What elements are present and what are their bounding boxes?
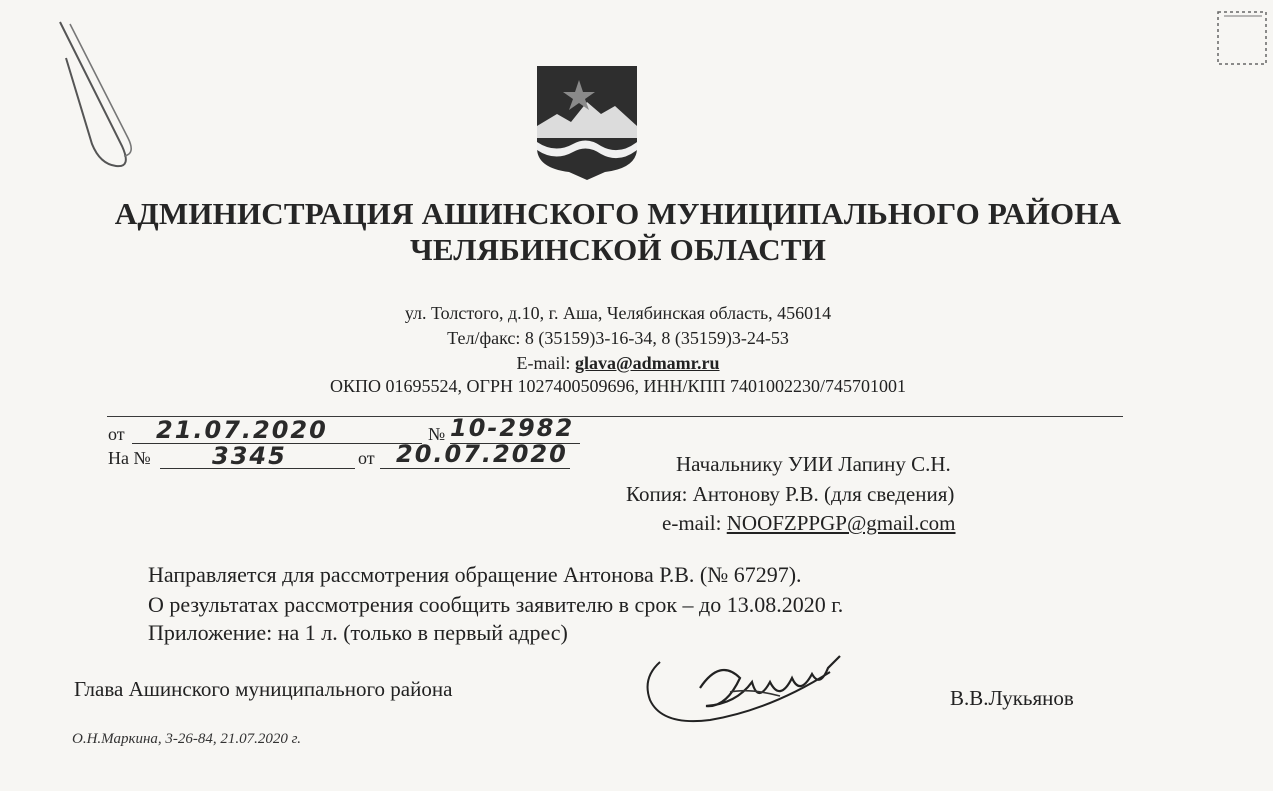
reply-date: 20.07.2020 — [396, 440, 568, 468]
staple-mark-icon — [1214, 8, 1270, 68]
from-label: от — [108, 424, 125, 444]
recipient-to: Начальнику УИИ Лапину С.Н. — [676, 452, 951, 476]
organization-email-line — [0, 353, 1236, 374]
recipient-copy: Копия: Антонову Р.В. (для сведения) — [626, 482, 955, 506]
email-label: E-mail: — [516, 353, 575, 373]
recipient-email-line — [662, 511, 956, 536]
signatory-position: Глава Ашинского муниципального района — [74, 677, 453, 701]
body-line-1: Направляется для рассмотрения обращение Антонова Р.В. (№ 67297). — [148, 562, 802, 587]
organization-phone: Тел/факс: 8 (35159)3-16-34, 8 (35159)3-24-53 — [447, 328, 789, 348]
recipient-email-label: e-mail: — [662, 511, 727, 535]
reply-from-label: от — [358, 448, 375, 468]
body-line-3: Приложение: на 1 л. (только в первый адрес) — [148, 620, 568, 645]
number-label: № — [428, 424, 446, 444]
coat-of-arms-icon — [535, 64, 639, 182]
reply-number: 3345 — [212, 442, 287, 470]
organization-address: ул. Толстого, д.10, г. Аша, Челябинская область, 456014 — [404, 303, 832, 323]
recipient-email-link[interactable]: NOOFZPPGP@gmail.com — [726, 511, 956, 535]
organization-codes: ОКПО 01695524, ОГРН 1027400509696, ИНН/КПП 7401002230/745701001 — [330, 376, 906, 396]
handwritten-signature-icon — [640, 648, 880, 730]
paper-clip-icon — [52, 18, 152, 168]
from-date: 21.07.2020 — [156, 416, 328, 444]
reply-label: На № — [108, 448, 151, 468]
reply-date-underline — [380, 468, 570, 469]
organization-email-link[interactable]: glava@admamr.ru — [574, 353, 720, 373]
organization-region: ЧЕЛЯБИНСКОЙ ОБЛАСТИ — [409, 232, 827, 267]
executor-note: О.Н.Маркина, 3-26-84, 21.07.2020 г. — [72, 731, 302, 747]
signatory-name: В.В.Лукьянов — [950, 686, 1074, 710]
body-line-2: О результатах рассмотрения сообщить заявителю в срок – до 13.08.2020 г. — [148, 592, 844, 617]
outgoing-number: 10-2982 — [450, 414, 575, 442]
organization-name: АДМИНИСТРАЦИЯ АШИНСКОГО МУНИЦИПАЛЬНОГО РАЙОНА — [114, 196, 1122, 231]
